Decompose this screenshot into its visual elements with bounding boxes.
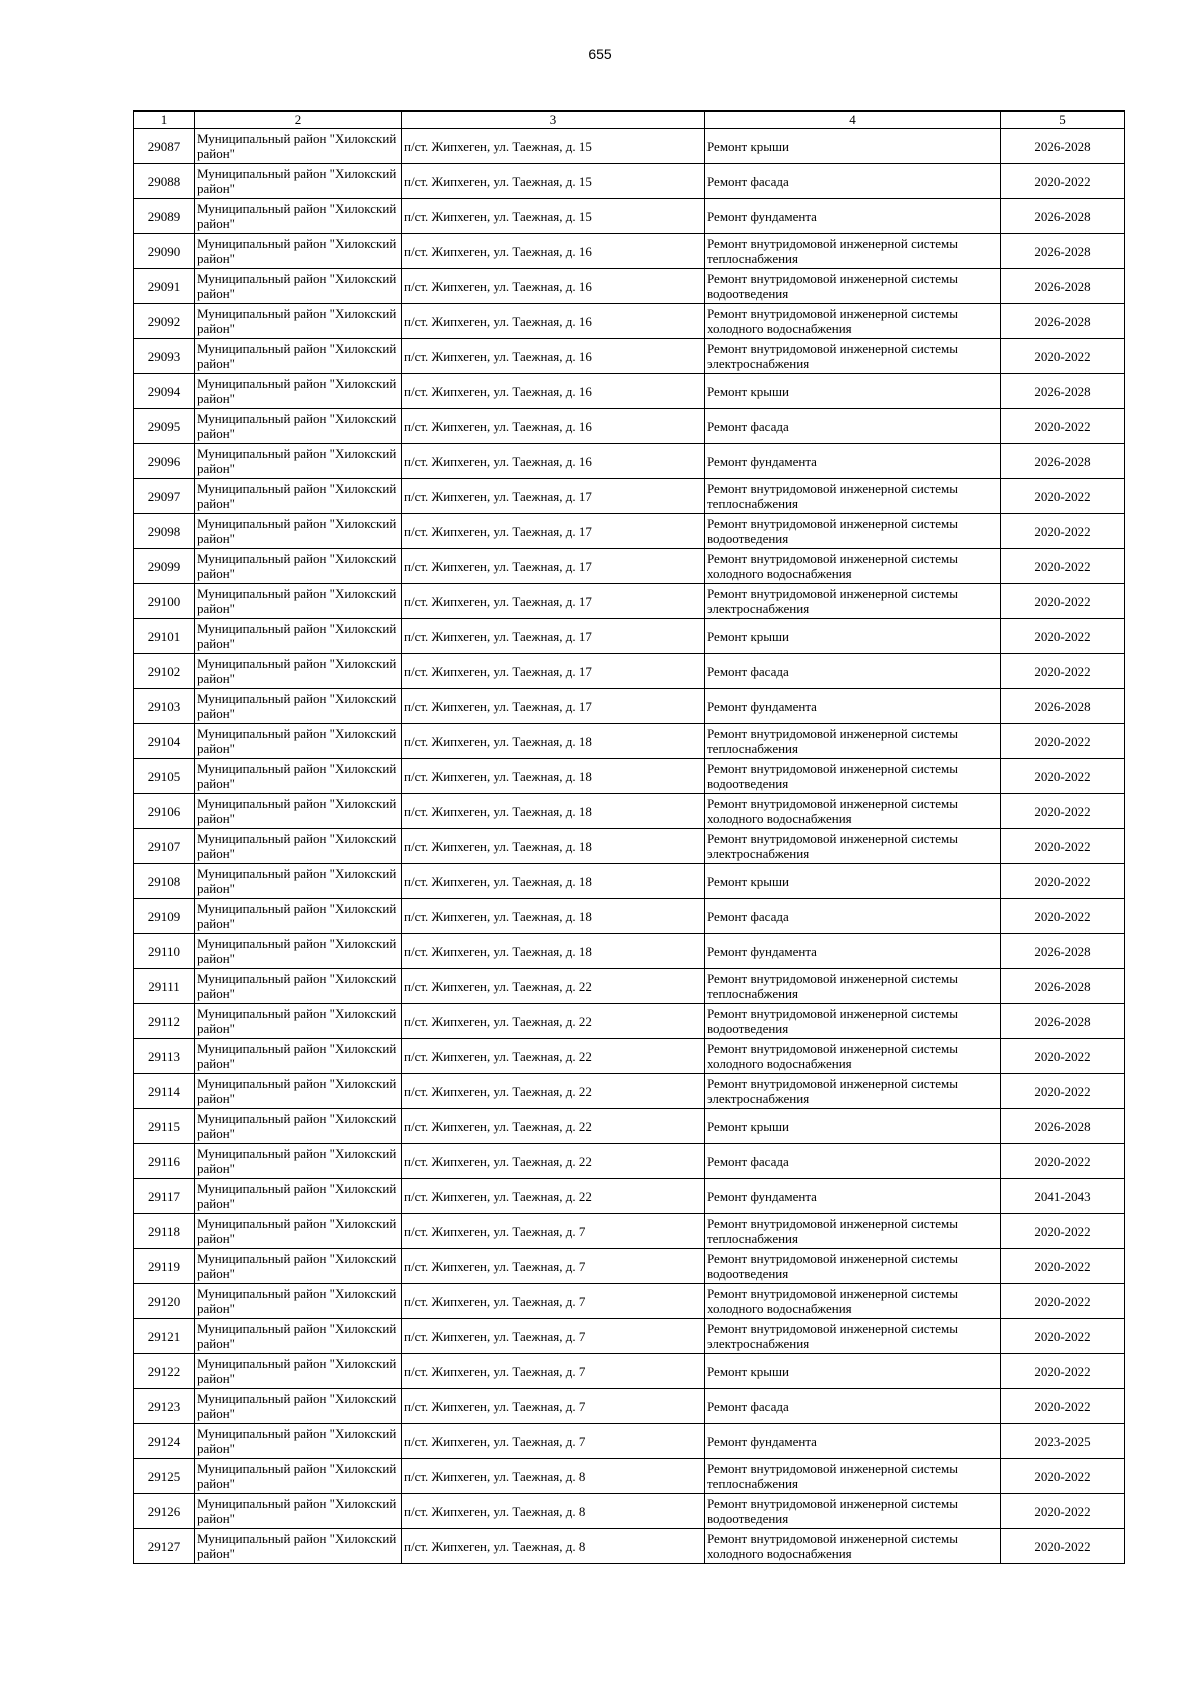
table-row <box>134 164 1125 199</box>
table-row <box>134 1074 1125 1109</box>
page-number: 655 <box>588 46 612 62</box>
work-type-cell: Ремонт внутридомовой инженерной системы водоотведения <box>705 759 1001 794</box>
municipality-cell: Муниципальный район "Хилокский район" <box>195 339 402 374</box>
work-type-cell: Ремонт внутридомовой инженерной системы электроснабжения <box>705 339 1001 374</box>
table-row <box>134 584 1125 619</box>
period-cell: 2026-2028 <box>1001 969 1125 1004</box>
period-cell: 2020-2022 <box>1001 1249 1125 1284</box>
address-cell: п/ст. Жипхеген, ул. Таежная, д. 7 <box>402 1214 705 1249</box>
table-row <box>134 969 1125 1004</box>
row-number-cell: 29088 <box>134 164 195 199</box>
work-type-cell: Ремонт внутридомовой инженерной системы водоотведения <box>705 1004 1001 1039</box>
table-row <box>134 374 1125 409</box>
period-cell: 2020-2022 <box>1001 864 1125 899</box>
row-number-cell: 29125 <box>134 1459 195 1494</box>
municipality-cell: Муниципальный район "Хилокский район" <box>195 1144 402 1179</box>
municipality-cell: Муниципальный район "Хилокский район" <box>195 1424 402 1459</box>
work-type-cell: Ремонт фундамента <box>705 1424 1001 1459</box>
address-cell: п/ст. Жипхеген, ул. Таежная, д. 22 <box>402 1074 705 1109</box>
address-cell: п/ст. Жипхеген, ул. Таежная, д. 17 <box>402 584 705 619</box>
municipality-cell: Муниципальный район "Хилокский район" <box>195 1354 402 1389</box>
row-number-cell: 29110 <box>134 934 195 969</box>
work-type-cell: Ремонт внутридомовой инженерной системы теплоснабжения <box>705 1214 1001 1249</box>
work-type-cell: Ремонт внутридомовой инженерной системы холодного водоснабжения <box>705 794 1001 829</box>
address-cell: п/ст. Жипхеген, ул. Таежная, д. 15 <box>402 164 705 199</box>
period-cell: 2020-2022 <box>1001 1494 1125 1529</box>
work-type-cell: Ремонт фасада <box>705 1389 1001 1424</box>
table-row <box>134 409 1125 444</box>
table-row <box>134 689 1125 724</box>
period-cell: 2026-2028 <box>1001 234 1125 269</box>
address-cell: п/ст. Жипхеген, ул. Таежная, д. 22 <box>402 1179 705 1214</box>
period-cell: 2026-2028 <box>1001 304 1125 339</box>
period-cell: 2020-2022 <box>1001 724 1125 759</box>
row-number-cell: 29090 <box>134 234 195 269</box>
municipality-cell: Муниципальный район "Хилокский район" <box>195 654 402 689</box>
row-number-cell: 29108 <box>134 864 195 899</box>
row-number-cell: 29094 <box>134 374 195 409</box>
work-type-cell: Ремонт внутридомовой инженерной системы холодного водоснабжения <box>705 1284 1001 1319</box>
municipality-cell: Муниципальный район "Хилокский район" <box>195 1284 402 1319</box>
column-header-number: 1 <box>134 111 195 129</box>
municipality-cell: Муниципальный район "Хилокский район" <box>195 269 402 304</box>
municipality-cell: Муниципальный район "Хилокский район" <box>195 479 402 514</box>
column-header-municipality: 2 <box>195 111 402 129</box>
work-type-cell: Ремонт фундамента <box>705 1179 1001 1214</box>
column-header-work-type: 4 <box>705 111 1001 129</box>
work-type-cell: Ремонт внутридомовой инженерной системы электроснабжения <box>705 1074 1001 1109</box>
address-cell: п/ст. Жипхеген, ул. Таежная, д. 7 <box>402 1319 705 1354</box>
period-cell: 2020-2022 <box>1001 1354 1125 1389</box>
table-row <box>134 479 1125 514</box>
period-cell: 2026-2028 <box>1001 444 1125 479</box>
table-row <box>134 444 1125 479</box>
municipality-cell: Муниципальный район "Хилокский район" <box>195 1494 402 1529</box>
municipality-cell: Муниципальный район "Хилокский район" <box>195 234 402 269</box>
address-cell: п/ст. Жипхеген, ул. Таежная, д. 7 <box>402 1284 705 1319</box>
row-number-cell: 29115 <box>134 1109 195 1144</box>
period-cell: 2020-2022 <box>1001 619 1125 654</box>
row-number-cell: 29100 <box>134 584 195 619</box>
column-header-period: 5 <box>1001 111 1125 129</box>
municipality-cell: Муниципальный район "Хилокский район" <box>195 1459 402 1494</box>
period-cell: 2020-2022 <box>1001 1214 1125 1249</box>
work-type-cell: Ремонт внутридомовой инженерной системы холодного водоснабжения <box>705 304 1001 339</box>
period-cell: 2026-2028 <box>1001 269 1125 304</box>
work-type-cell: Ремонт внутридомовой инженерной системы водоотведения <box>705 1249 1001 1284</box>
work-type-cell: Ремонт внутридомовой инженерной системы электроснабжения <box>705 584 1001 619</box>
work-type-cell: Ремонт внутридомовой инженерной системы водоотведения <box>705 269 1001 304</box>
address-cell: п/ст. Жипхеген, ул. Таежная, д. 7 <box>402 1389 705 1424</box>
period-cell: 2020-2022 <box>1001 1039 1125 1074</box>
work-type-cell: Ремонт внутридомовой инженерной системы теплоснабжения <box>705 479 1001 514</box>
row-number-cell: 29124 <box>134 1424 195 1459</box>
table-row <box>134 339 1125 374</box>
table-row <box>134 549 1125 584</box>
period-cell: 2026-2028 <box>1001 1004 1125 1039</box>
address-cell: п/ст. Жипхеген, ул. Таежная, д. 22 <box>402 1039 705 1074</box>
work-type-cell: Ремонт фасада <box>705 1144 1001 1179</box>
work-type-cell: Ремонт фундамента <box>705 689 1001 724</box>
work-type-cell: Ремонт внутридомовой инженерной системы холодного водоснабжения <box>705 1039 1001 1074</box>
period-cell: 2020-2022 <box>1001 1284 1125 1319</box>
period-cell: 2020-2022 <box>1001 549 1125 584</box>
table-row <box>134 199 1125 234</box>
work-type-cell: Ремонт внутридомовой инженерной системы электроснабжения <box>705 829 1001 864</box>
address-cell: п/ст. Жипхеген, ул. Таежная, д. 17 <box>402 479 705 514</box>
table-row <box>134 1214 1125 1249</box>
municipality-cell: Муниципальный район "Хилокский район" <box>195 934 402 969</box>
table-row <box>134 1284 1125 1319</box>
row-number-cell: 29119 <box>134 1249 195 1284</box>
table-row <box>134 1319 1125 1354</box>
row-number-cell: 29118 <box>134 1214 195 1249</box>
municipality-cell: Муниципальный район "Хилокский район" <box>195 129 402 164</box>
municipality-cell: Муниципальный район "Хилокский район" <box>195 969 402 1004</box>
work-type-cell: Ремонт фундамента <box>705 199 1001 234</box>
row-number-cell: 29095 <box>134 409 195 444</box>
address-cell: п/ст. Жипхеген, ул. Таежная, д. 7 <box>402 1354 705 1389</box>
address-cell: п/ст. Жипхеген, ул. Таежная, д. 18 <box>402 829 705 864</box>
address-cell: п/ст. Жипхеген, ул. Таежная, д. 16 <box>402 269 705 304</box>
period-cell: 2020-2022 <box>1001 1459 1125 1494</box>
row-number-cell: 29103 <box>134 689 195 724</box>
period-cell: 2026-2028 <box>1001 689 1125 724</box>
address-cell: п/ст. Жипхеген, ул. Таежная, д. 22 <box>402 1004 705 1039</box>
row-number-cell: 29101 <box>134 619 195 654</box>
period-cell: 2026-2028 <box>1001 199 1125 234</box>
row-number-cell: 29114 <box>134 1074 195 1109</box>
municipality-cell: Муниципальный район "Хилокский район" <box>195 549 402 584</box>
address-cell: п/ст. Жипхеген, ул. Таежная, д. 16 <box>402 444 705 479</box>
table-row <box>134 1179 1125 1214</box>
address-cell: п/ст. Жипхеген, ул. Таежная, д. 15 <box>402 199 705 234</box>
municipality-cell: Муниципальный район "Хилокский район" <box>195 1214 402 1249</box>
work-type-cell: Ремонт внутридомовой инженерной системы теплоснабжения <box>705 234 1001 269</box>
address-cell: п/ст. Жипхеген, ул. Таежная, д. 18 <box>402 864 705 899</box>
row-number-cell: 29120 <box>134 1284 195 1319</box>
municipality-cell: Муниципальный район "Хилокский район" <box>195 794 402 829</box>
address-cell: п/ст. Жипхеген, ул. Таежная, д. 8 <box>402 1494 705 1529</box>
municipality-cell: Муниципальный район "Хилокский район" <box>195 1039 402 1074</box>
row-number-cell: 29117 <box>134 1179 195 1214</box>
table-row <box>134 1424 1125 1459</box>
work-type-cell: Ремонт крыши <box>705 1109 1001 1144</box>
table-row <box>134 1249 1125 1284</box>
work-type-cell: Ремонт внутридомовой инженерной системы теплоснабжения <box>705 1459 1001 1494</box>
period-cell: 2020-2022 <box>1001 654 1125 689</box>
row-number-cell: 29126 <box>134 1494 195 1529</box>
row-number-cell: 29127 <box>134 1529 195 1564</box>
period-cell: 2020-2022 <box>1001 1074 1125 1109</box>
row-number-cell: 29112 <box>134 1004 195 1039</box>
work-type-cell: Ремонт фундамента <box>705 934 1001 969</box>
municipality-cell: Муниципальный район "Хилокский район" <box>195 1004 402 1039</box>
address-cell: п/ст. Жипхеген, ул. Таежная, д. 22 <box>402 1144 705 1179</box>
work-type-cell: Ремонт крыши <box>705 374 1001 409</box>
municipality-cell: Муниципальный район "Хилокский район" <box>195 899 402 934</box>
row-number-cell: 29107 <box>134 829 195 864</box>
work-type-cell: Ремонт фасада <box>705 164 1001 199</box>
municipality-cell: Муниципальный район "Хилокский район" <box>195 1389 402 1424</box>
municipality-cell: Муниципальный район "Хилокский район" <box>195 759 402 794</box>
table-row <box>134 1039 1125 1074</box>
table-row <box>134 304 1125 339</box>
table-body <box>134 129 1125 1564</box>
municipality-cell: Муниципальный район "Хилокский район" <box>195 199 402 234</box>
table-row <box>134 234 1125 269</box>
period-cell: 2020-2022 <box>1001 339 1125 374</box>
table-row <box>134 829 1125 864</box>
period-cell: 2026-2028 <box>1001 374 1125 409</box>
address-cell: п/ст. Жипхеген, ул. Таежная, д. 17 <box>402 619 705 654</box>
row-number-cell: 29096 <box>134 444 195 479</box>
row-number-cell: 29104 <box>134 724 195 759</box>
period-cell: 2020-2022 <box>1001 514 1125 549</box>
row-number-cell: 29091 <box>134 269 195 304</box>
table-row <box>134 1354 1125 1389</box>
table-header <box>134 111 1125 129</box>
municipality-cell: Муниципальный район "Хилокский район" <box>195 514 402 549</box>
address-cell: п/ст. Жипхеген, ул. Таежная, д. 16 <box>402 374 705 409</box>
address-cell: п/ст. Жипхеген, ул. Таежная, д. 18 <box>402 759 705 794</box>
table-row <box>134 1494 1125 1529</box>
municipality-cell: Муниципальный район "Хилокский район" <box>195 1074 402 1109</box>
period-cell: 2020-2022 <box>1001 479 1125 514</box>
work-type-cell: Ремонт внутридомовой инженерной системы холодного водоснабжения <box>705 1529 1001 1564</box>
work-type-cell: Ремонт внутридомовой инженерной системы теплоснабжения <box>705 724 1001 759</box>
row-number-cell: 29099 <box>134 549 195 584</box>
municipality-cell: Муниципальный район "Хилокский район" <box>195 864 402 899</box>
work-type-cell: Ремонт крыши <box>705 1354 1001 1389</box>
table-row <box>134 864 1125 899</box>
period-cell: 2020-2022 <box>1001 1529 1125 1564</box>
table-row <box>134 654 1125 689</box>
municipality-cell: Муниципальный район "Хилокский район" <box>195 689 402 724</box>
row-number-cell: 29122 <box>134 1354 195 1389</box>
work-type-cell: Ремонт внутридомовой инженерной системы водоотведения <box>705 514 1001 549</box>
address-cell: п/ст. Жипхеген, ул. Таежная, д. 16 <box>402 234 705 269</box>
row-number-cell: 29097 <box>134 479 195 514</box>
municipality-cell: Муниципальный район "Хилокский район" <box>195 444 402 479</box>
column-header-address: 3 <box>402 111 705 129</box>
address-cell: п/ст. Жипхеген, ул. Таежная, д. 7 <box>402 1424 705 1459</box>
table-row <box>134 1389 1125 1424</box>
table-row <box>134 1144 1125 1179</box>
municipality-cell: Муниципальный район "Хилокский район" <box>195 1249 402 1284</box>
period-cell: 2020-2022 <box>1001 584 1125 619</box>
row-number-cell: 29098 <box>134 514 195 549</box>
period-cell: 2020-2022 <box>1001 829 1125 864</box>
municipality-cell: Муниципальный район "Хилокский район" <box>195 724 402 759</box>
row-number-cell: 29111 <box>134 969 195 1004</box>
table-row <box>134 619 1125 654</box>
address-cell: п/ст. Жипхеген, ул. Таежная, д. 16 <box>402 339 705 374</box>
period-cell: 2020-2022 <box>1001 1389 1125 1424</box>
municipality-cell: Муниципальный район "Хилокский район" <box>195 584 402 619</box>
work-type-cell: Ремонт крыши <box>705 619 1001 654</box>
period-cell: 2020-2022 <box>1001 794 1125 829</box>
municipality-cell: Муниципальный район "Хилокский район" <box>195 1529 402 1564</box>
row-number-cell: 29093 <box>134 339 195 374</box>
work-type-cell: Ремонт внутридомовой инженерной системы водоотведения <box>705 1494 1001 1529</box>
address-cell: п/ст. Жипхеген, ул. Таежная, д. 18 <box>402 724 705 759</box>
period-cell: 2026-2028 <box>1001 129 1125 164</box>
municipality-cell: Муниципальный район "Хилокский район" <box>195 304 402 339</box>
period-cell: 2020-2022 <box>1001 409 1125 444</box>
table-row <box>134 1109 1125 1144</box>
address-cell: п/ст. Жипхеген, ул. Таежная, д. 8 <box>402 1529 705 1564</box>
row-number-cell: 29105 <box>134 759 195 794</box>
table-row <box>134 794 1125 829</box>
work-type-cell: Ремонт внутридомовой инженерной системы электроснабжения <box>705 1319 1001 1354</box>
row-number-cell: 29121 <box>134 1319 195 1354</box>
row-number-cell: 29116 <box>134 1144 195 1179</box>
address-cell: п/ст. Жипхеген, ул. Таежная, д. 15 <box>402 129 705 164</box>
municipality-cell: Муниципальный район "Хилокский район" <box>195 1179 402 1214</box>
period-cell: 2020-2022 <box>1001 1319 1125 1354</box>
period-cell: 2020-2022 <box>1001 759 1125 794</box>
work-type-cell: Ремонт фасада <box>705 409 1001 444</box>
row-number-cell: 29106 <box>134 794 195 829</box>
address-cell: п/ст. Жипхеген, ул. Таежная, д. 18 <box>402 794 705 829</box>
address-cell: п/ст. Жипхеген, ул. Таежная, д. 18 <box>402 934 705 969</box>
period-cell: 2020-2022 <box>1001 1144 1125 1179</box>
row-number-cell: 29102 <box>134 654 195 689</box>
table-row <box>134 899 1125 934</box>
address-cell: п/ст. Жипхеген, ул. Таежная, д. 16 <box>402 409 705 444</box>
work-type-cell: Ремонт фасада <box>705 899 1001 934</box>
row-number-cell: 29113 <box>134 1039 195 1074</box>
row-number-cell: 29123 <box>134 1389 195 1424</box>
address-cell: п/ст. Жипхеген, ул. Таежная, д. 16 <box>402 304 705 339</box>
address-cell: п/ст. Жипхеген, ул. Таежная, д. 8 <box>402 1459 705 1494</box>
address-cell: п/ст. Жипхеген, ул. Таежная, д. 22 <box>402 969 705 1004</box>
municipality-cell: Муниципальный район "Хилокский район" <box>195 619 402 654</box>
table-row <box>134 1529 1125 1564</box>
header-row <box>134 111 1125 129</box>
table-row <box>134 934 1125 969</box>
municipality-cell: Муниципальный район "Хилокский район" <box>195 1109 402 1144</box>
work-type-cell: Ремонт фундамента <box>705 444 1001 479</box>
work-type-cell: Ремонт крыши <box>705 129 1001 164</box>
repair-schedule-table <box>133 110 1125 1564</box>
period-cell: 2023-2025 <box>1001 1424 1125 1459</box>
work-type-cell: Ремонт внутридомовой инженерной системы теплоснабжения <box>705 969 1001 1004</box>
municipality-cell: Муниципальный район "Хилокский район" <box>195 409 402 444</box>
period-cell: 2026-2028 <box>1001 1109 1125 1144</box>
table-row <box>134 269 1125 304</box>
period-cell: 2041-2043 <box>1001 1179 1125 1214</box>
period-cell: 2020-2022 <box>1001 899 1125 934</box>
address-cell: п/ст. Жипхеген, ул. Таежная, д. 17 <box>402 689 705 724</box>
address-cell: п/ст. Жипхеген, ул. Таежная, д. 17 <box>402 514 705 549</box>
address-cell: п/ст. Жипхеген, ул. Таежная, д. 7 <box>402 1249 705 1284</box>
municipality-cell: Муниципальный район "Хилокский район" <box>195 1319 402 1354</box>
table-row <box>134 724 1125 759</box>
row-number-cell: 29087 <box>134 129 195 164</box>
period-cell: 2026-2028 <box>1001 934 1125 969</box>
address-cell: п/ст. Жипхеген, ул. Таежная, д. 22 <box>402 1109 705 1144</box>
work-type-cell: Ремонт крыши <box>705 864 1001 899</box>
municipality-cell: Муниципальный район "Хилокский район" <box>195 374 402 409</box>
table-row <box>134 1004 1125 1039</box>
address-cell: п/ст. Жипхеген, ул. Таежная, д. 18 <box>402 899 705 934</box>
table-row <box>134 1459 1125 1494</box>
address-cell: п/ст. Жипхеген, ул. Таежная, д. 17 <box>402 654 705 689</box>
period-cell: 2020-2022 <box>1001 164 1125 199</box>
row-number-cell: 29092 <box>134 304 195 339</box>
municipality-cell: Муниципальный район "Хилокский район" <box>195 829 402 864</box>
work-type-cell: Ремонт фасада <box>705 654 1001 689</box>
municipality-cell: Муниципальный район "Хилокский район" <box>195 164 402 199</box>
work-type-cell: Ремонт внутридомовой инженерной системы холодного водоснабжения <box>705 549 1001 584</box>
table-row <box>134 759 1125 794</box>
table-row <box>134 129 1125 164</box>
row-number-cell: 29089 <box>134 199 195 234</box>
address-cell: п/ст. Жипхеген, ул. Таежная, д. 17 <box>402 549 705 584</box>
table-row <box>134 514 1125 549</box>
row-number-cell: 29109 <box>134 899 195 934</box>
